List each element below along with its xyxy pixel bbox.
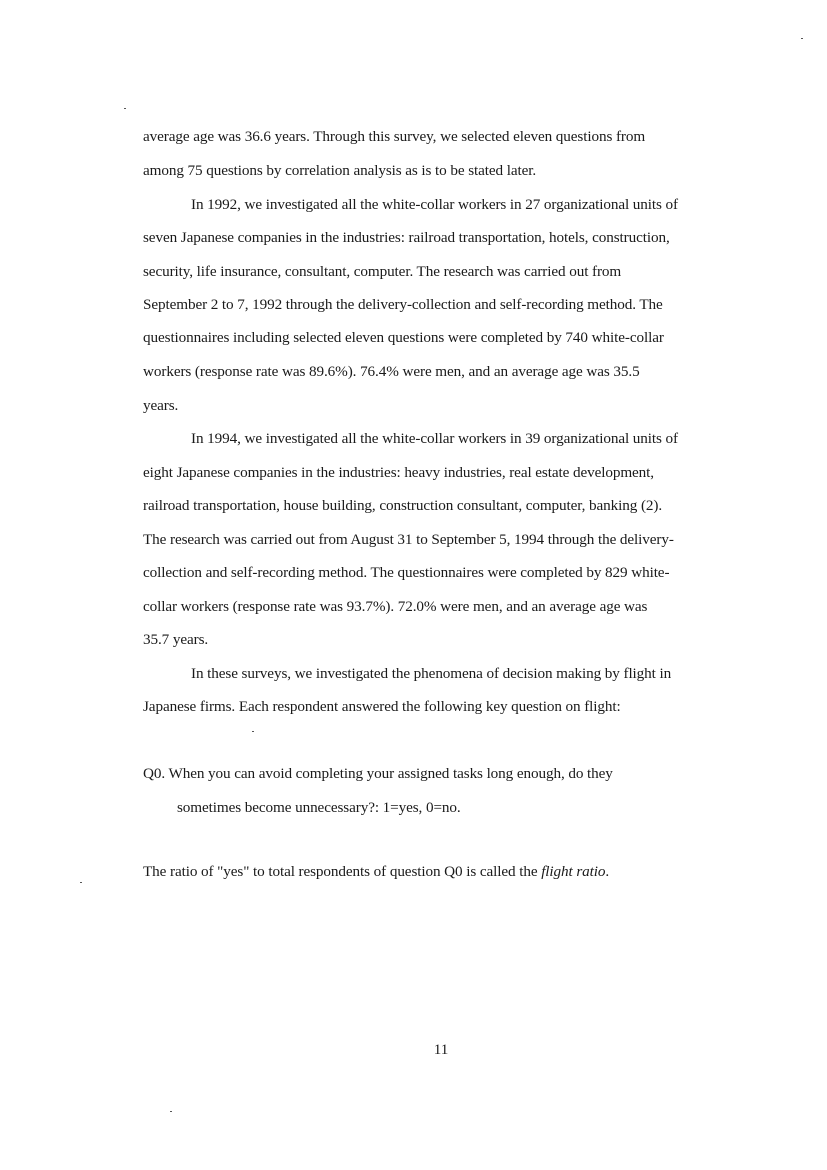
paragraph-line: among 75 questions by correlation analysis as is to be stated later. <box>143 162 537 179</box>
scan-speck <box>80 882 82 883</box>
paragraph-line: seven Japanese companies in the industries: railroad transportation, hotels, construction, <box>143 229 670 246</box>
defined-term: flight ratio <box>541 863 606 880</box>
definition-text: The ratio of "yes" to total respondents of question Q0 is called the <box>143 863 542 880</box>
paragraph-line: railroad transportation, house building, construction consultant, computer, banking (2). <box>143 497 663 514</box>
scan-speck <box>801 38 803 39</box>
paragraph-line: collection and self-recording method. The questionnaires were completed by 829 white- <box>143 564 670 581</box>
paragraph-line: The research was carried out from August 31 to September 5, 1994 through the delivery- <box>143 531 674 548</box>
paragraph-line: In these surveys, we investigated the phenomena of decision making by flight in <box>191 665 672 682</box>
paragraph-line: September 2 to 7, 1992 through the delivery-collection and self-recording method. The <box>143 296 663 313</box>
scan-speck <box>252 731 254 732</box>
scan-speck <box>124 108 126 109</box>
question-q0: Q0. When you can avoid completing your assigned tasks long enough, do they <box>143 765 613 782</box>
definition-end: . <box>605 863 610 880</box>
page-number: 11 <box>433 1041 449 1058</box>
paragraph-line: average age was 36.6 years. Through this survey, we selected eleven questions from <box>143 128 646 145</box>
paragraph-line: questionnaires including selected eleven questions were completed by 740 white-collar <box>143 329 664 346</box>
paragraph-line: Japanese firms. Each respondent answered the following key question on flight: <box>143 698 621 715</box>
paragraph-line: eight Japanese companies in the industries: heavy industries, real estate development, <box>143 464 654 481</box>
paragraph-line: workers (response rate was 89.6%). 76.4% were men, and an average age was 35.5 <box>143 363 640 380</box>
flight-ratio-definition <box>143 862 609 882</box>
question-q0-continuation: sometimes become unnecessary?: 1=yes, 0=no. <box>177 799 461 816</box>
paragraph-line: 35.7 years. <box>143 631 209 648</box>
paragraph-line: years. <box>143 397 179 414</box>
paragraph-line: In 1994, we investigated all the white-collar workers in 39 organizational units of <box>191 430 678 447</box>
paragraph-line: security, life insurance, consultant, computer. The research was carried out from <box>143 263 622 280</box>
paragraph-line: In 1992, we investigated all the white-collar workers in 27 organizational units of <box>191 196 678 213</box>
paragraph-line: collar workers (response rate was 93.7%). 72.0% were men, and an average age was <box>143 598 648 615</box>
scan-speck <box>170 1111 172 1112</box>
